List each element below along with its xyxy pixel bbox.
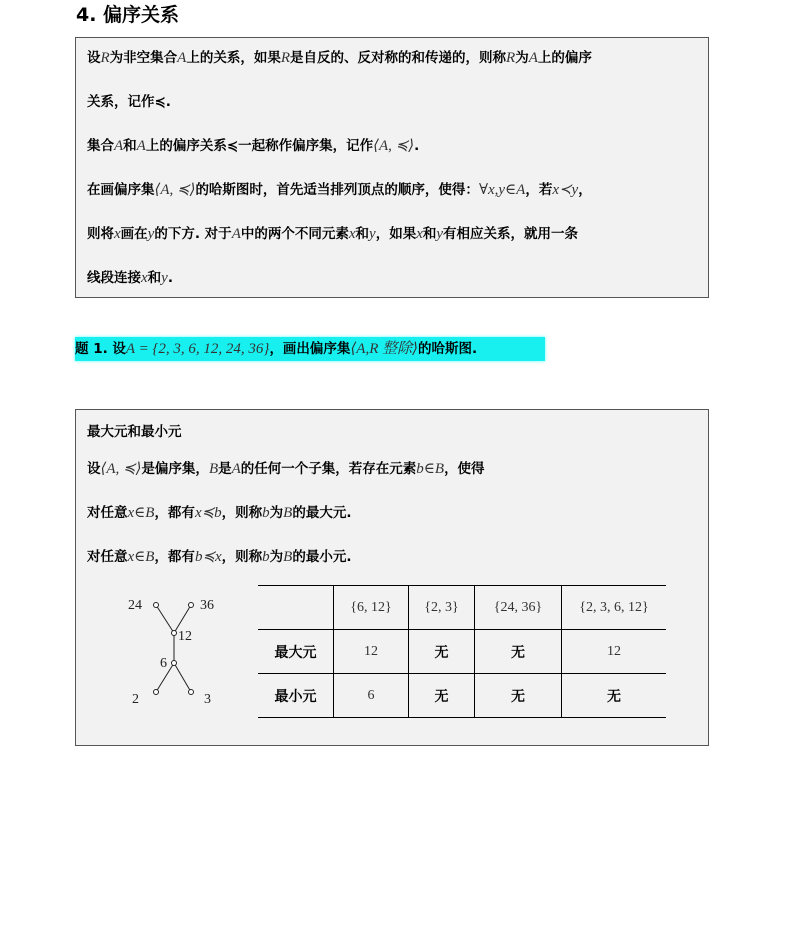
text-segment: .	[414, 138, 420, 154]
text-segment: 的下方. 对于	[154, 226, 232, 242]
problem-statement	[75, 337, 545, 361]
text-segment: 是偏序集，	[141, 461, 209, 477]
text-segment: 上的偏序	[537, 50, 592, 66]
text-segment: 上的关系，如果	[186, 50, 281, 66]
math-expression: ⟨A, ≼⟩	[100, 461, 142, 477]
text-segment: 集合	[87, 138, 114, 154]
table-cell: 无	[475, 630, 562, 674]
definition-line	[87, 134, 419, 155]
table-header-row	[258, 586, 666, 630]
edge-24-12	[156, 605, 174, 633]
label-12: 12	[178, 629, 192, 644]
table-cell: 无	[475, 674, 562, 718]
text-segment: 是自反的、反对称的和传递的，则称	[290, 50, 507, 66]
math-expression: b≼x	[194, 549, 222, 565]
math-expression: x≼b	[194, 505, 222, 521]
math-expression: x	[416, 226, 423, 242]
definition-line	[87, 501, 351, 522]
text-segment: 的任何一个子集，若存在元素	[240, 461, 417, 477]
max-min-table	[258, 585, 666, 718]
row-label: 最大元	[258, 630, 334, 674]
text-segment: 的最大元.	[292, 505, 352, 521]
text-segment: ，若	[525, 182, 553, 198]
text-segment: 为	[269, 549, 284, 565]
math-expression: y	[161, 270, 168, 286]
edge-6-3	[174, 663, 191, 692]
math-expression: A	[231, 461, 241, 477]
text-segment: ，都有	[154, 549, 195, 565]
text-segment: .	[167, 270, 173, 286]
text-segment: ，如果	[375, 226, 417, 242]
node-2	[154, 690, 159, 695]
math-expression: A	[177, 50, 187, 66]
label-2: 2	[132, 692, 139, 707]
math-expression: A	[136, 138, 146, 154]
math-expression: x	[114, 226, 121, 242]
math-expression: R	[506, 50, 516, 66]
math-expression: A	[231, 226, 241, 242]
header-cell: {2, 3, 6, 12}	[562, 586, 667, 630]
node-12	[172, 631, 177, 636]
math-expression: B	[283, 549, 293, 565]
math-expression: x∈B	[127, 549, 155, 565]
text-segment: 有相应关系，就用一条	[443, 226, 579, 242]
text-segment: 为	[515, 50, 529, 66]
math-expression: ⟨A, ≼⟩	[373, 138, 415, 154]
text-segment: 的最小元.	[292, 549, 352, 565]
definition-line	[87, 222, 578, 243]
text-segment: 为非空集合	[109, 50, 178, 66]
text-segment: ，使得	[444, 461, 485, 477]
text-segment: 的哈斯图时，首先适当排列顶点的顺序，使得：	[195, 182, 479, 198]
table-cell: 无	[409, 674, 475, 718]
definition-box	[75, 37, 709, 298]
label-3: 3	[204, 692, 211, 707]
math-expression: x≺y	[552, 182, 579, 198]
table-cell: 无	[409, 630, 475, 674]
header-cell	[258, 586, 334, 630]
math-expression: y	[436, 226, 444, 242]
text-segment: ，则称	[221, 505, 263, 521]
text-segment: 和	[355, 226, 370, 242]
definition-line	[87, 90, 171, 110]
text-segment: 的哈斯图.	[417, 341, 478, 357]
definition-line	[87, 420, 182, 440]
math-expression: b∈B	[416, 461, 445, 477]
text-segment: 是	[218, 461, 232, 477]
text-segment: 画在	[120, 226, 148, 242]
definition-line	[87, 457, 485, 478]
text-segment: 为	[269, 505, 284, 521]
math-expression: y	[369, 226, 376, 242]
text-segment: 关系，记作≼.	[87, 94, 171, 110]
max-min-box	[75, 409, 709, 746]
header-cell: {24, 36}	[475, 586, 562, 630]
text-segment: 上的偏序关系≼一起称作偏序集，记作	[145, 138, 374, 154]
math-expression: x	[141, 270, 148, 286]
table-cell: 12	[562, 630, 667, 674]
math-expression: B	[208, 461, 219, 477]
text-segment: 线段连接	[87, 270, 141, 286]
node-3	[189, 690, 194, 695]
text-segment: ，则称	[221, 549, 263, 565]
math-expression: x	[348, 226, 356, 242]
math-expression: b	[262, 505, 270, 521]
text-segment: 中的两个不同元素	[240, 226, 349, 242]
text-segment: 和	[147, 270, 162, 286]
text-segment: 在画偏序集	[87, 182, 155, 198]
row-label: 最小元	[258, 674, 334, 718]
math-expression: R	[100, 50, 110, 66]
math-expression: B	[283, 505, 293, 521]
definition-line	[87, 545, 351, 566]
header-cell: {2, 3}	[409, 586, 475, 630]
math-expression: ∀x,y∈A	[478, 182, 526, 198]
text-segment: 和	[123, 138, 137, 154]
table-cell: 6	[334, 674, 409, 718]
table-cell: 12	[334, 630, 409, 674]
math-expression: x∈B	[127, 505, 155, 521]
text-segment: ，画出偏序集	[269, 341, 351, 357]
math-expression: y	[147, 226, 155, 242]
node-24	[154, 603, 159, 608]
math-expression: A	[114, 138, 124, 154]
definition-line	[87, 178, 592, 199]
node-36	[189, 603, 194, 608]
table-cell: 无	[562, 674, 667, 718]
text-segment: 对任意	[87, 549, 128, 565]
text-segment: 设	[87, 50, 101, 66]
header-cell: {6, 12}	[334, 586, 409, 630]
definition-line	[87, 46, 592, 67]
definition-line	[87, 266, 173, 287]
math-expression: R	[280, 50, 291, 66]
math-expression: ⟨A,R 整除⟩	[350, 341, 418, 357]
node-6	[172, 661, 177, 666]
text-segment: ，	[578, 182, 592, 198]
table-row	[258, 674, 666, 718]
label-36: 36	[200, 598, 214, 613]
text-segment: 设	[87, 461, 101, 477]
math-expression: ⟨A, ≼⟩	[154, 182, 196, 198]
table-row	[258, 630, 666, 674]
text-segment: 则将	[87, 226, 114, 242]
math-expression: A	[528, 50, 538, 66]
text-segment: 和	[422, 226, 437, 242]
text-segment: 对任意	[87, 505, 128, 521]
math-expression: b	[262, 549, 270, 565]
math-expression: A = {2, 3, 6, 12, 24, 36}	[125, 341, 270, 357]
label-6: 6	[160, 656, 167, 671]
section-heading: 4. 偏序关系	[76, 4, 180, 26]
text-segment: ，都有	[154, 505, 195, 521]
label-24: 24	[128, 598, 142, 613]
text-segment: 最大元和最小元	[87, 424, 182, 440]
text-segment: 题 1. 设	[75, 341, 126, 357]
